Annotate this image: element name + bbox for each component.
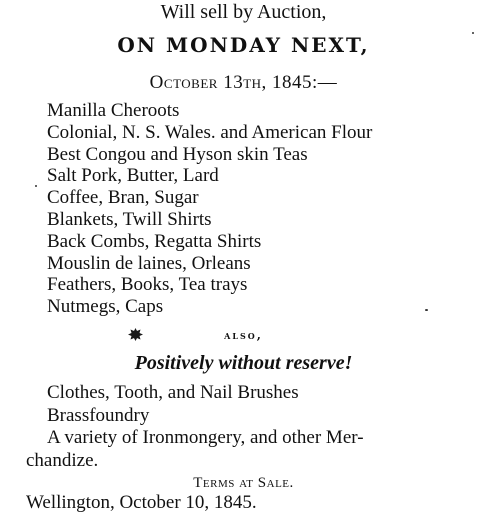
notice-heading: Will sell by Auction, <box>160 1 327 23</box>
also-label: also, <box>224 328 263 342</box>
list-item: Salt Pork, Butter, Lard <box>47 165 219 187</box>
list-item: Best Congou and Hyson skin Teas <box>47 143 308 165</box>
list-item: Back Combs, Regatta Shirts <box>47 230 262 252</box>
list-item: Coffee, Bran, Sugar <box>47 187 199 209</box>
list-item: Clothes, Tooth, and Nail Brushes <box>47 382 299 403</box>
list-item: Brassfoundry <box>47 404 150 426</box>
reserve-notice: Positively without reserve! <box>134 352 353 374</box>
list-item: Colonial, N. S. Wales. and American Flour <box>47 121 373 143</box>
ink-speck <box>425 309 428 311</box>
list-item: Mouslin de laines, Orleans <box>47 252 251 274</box>
auction-date-text: October 13th, 1845:— <box>149 72 338 93</box>
list-item: Feathers, Books, Tea trays <box>47 274 248 296</box>
list-item: A variety of Ironmongery, and other Mer- <box>47 427 364 448</box>
list-item: Nutmegs, Caps <box>47 296 164 318</box>
auction-date <box>0 71 487 95</box>
terms-line: Terms at Sale. <box>193 475 294 491</box>
signoff-line: Wellington, October 10, 1845. <box>26 492 257 513</box>
additional-goods-list <box>47 382 364 450</box>
ink-speck <box>35 185 37 187</box>
notice-headline: ON MONDAY NEXT, <box>117 33 370 57</box>
list-item: Blankets, Twill Shirts <box>47 208 212 230</box>
goods-list <box>47 100 372 318</box>
list-item: Manilla Cheroots <box>47 100 180 121</box>
ink-speck <box>472 32 474 34</box>
continuation-line: chandize. <box>26 450 99 471</box>
